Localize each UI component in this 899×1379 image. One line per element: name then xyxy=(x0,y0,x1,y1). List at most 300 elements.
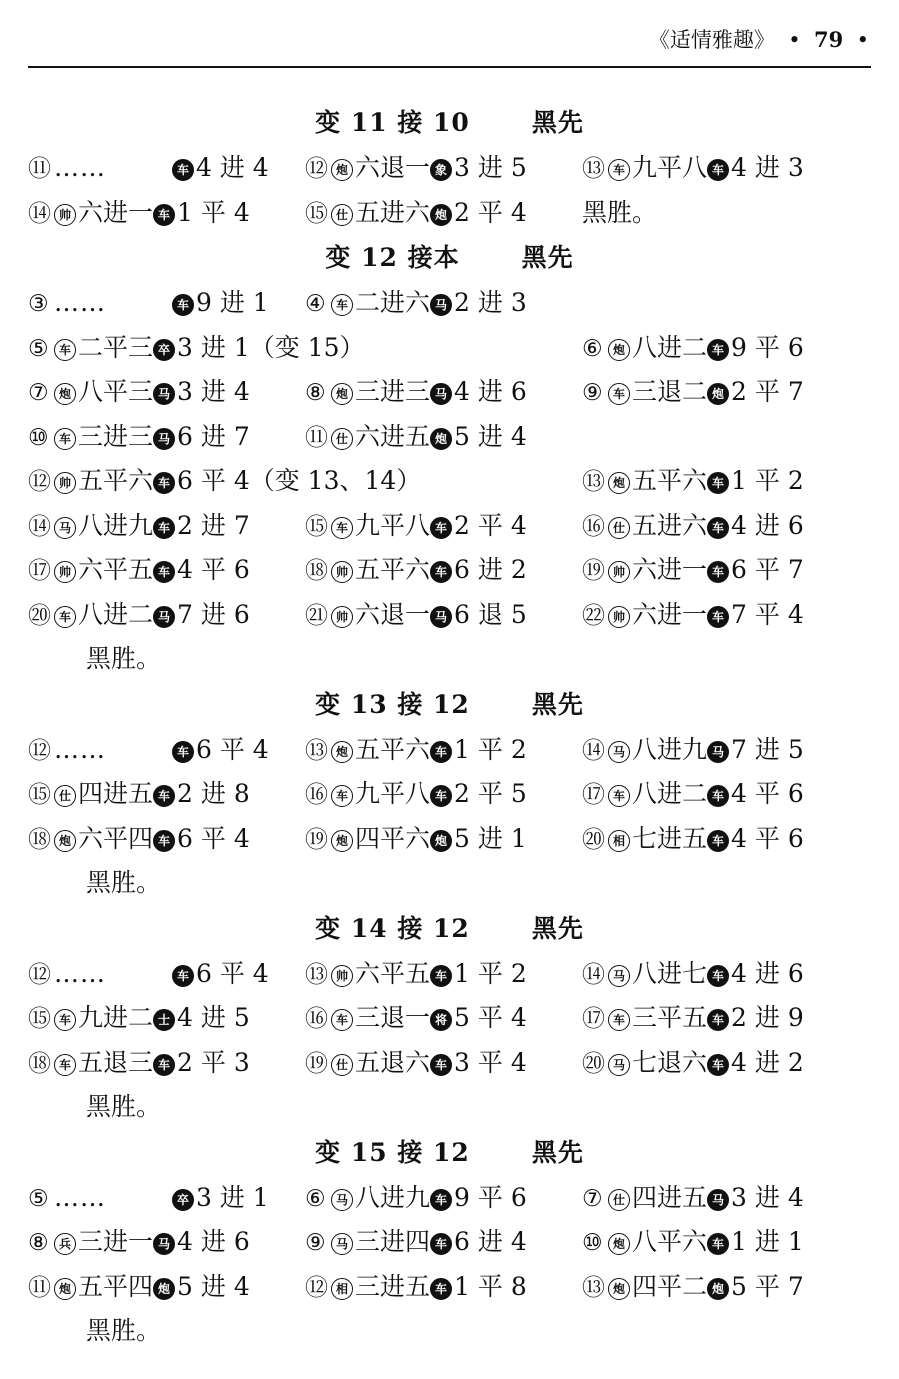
move-text: 5 进 4 xyxy=(177,1271,250,1301)
move-number: ⑯ xyxy=(305,1006,328,1032)
move-cell xyxy=(28,728,269,774)
piece-icon: 车 xyxy=(54,1054,76,1076)
move-text: 六平四 xyxy=(78,823,154,853)
move-cell xyxy=(305,370,527,416)
piece-icon: 车 xyxy=(430,1054,452,1076)
move-line xyxy=(28,415,871,460)
move-text: 五平六 xyxy=(355,555,431,584)
move-text: 5 平 7 xyxy=(731,1271,804,1301)
piece-icon: 炮 xyxy=(707,383,729,405)
piece-icon: 炮 xyxy=(331,383,353,405)
section-side-to-move: 黑先 xyxy=(531,108,584,137)
move-number: ⑩ xyxy=(582,1230,603,1256)
move-number: ⑰ xyxy=(582,1006,605,1032)
move-cell xyxy=(28,146,269,192)
piece-icon: 马 xyxy=(331,1189,353,1211)
move-text: 4 平 6 xyxy=(177,555,250,584)
move-cell xyxy=(305,593,527,639)
move-text: 2 进 8 xyxy=(177,779,250,808)
move-cell xyxy=(582,772,804,818)
move-number: ⑯ xyxy=(582,513,605,540)
piece-icon: 相 xyxy=(608,830,630,852)
move-cell xyxy=(28,1265,250,1311)
move-cell xyxy=(582,593,804,639)
move-number: ⑥ xyxy=(582,335,603,362)
move-cell xyxy=(582,952,804,998)
piece-icon: 帅 xyxy=(331,561,353,583)
piece-icon: 车 xyxy=(430,517,452,539)
move-line xyxy=(28,593,871,638)
move-cell xyxy=(305,1220,527,1266)
piece-icon: 车 xyxy=(331,785,353,807)
move-text: 五平六 xyxy=(632,466,708,495)
move-text: 八进二 xyxy=(78,599,154,629)
piece-icon: 车 xyxy=(172,159,194,181)
move-cell xyxy=(305,1265,527,1311)
move-text: 6 进 7 xyxy=(177,421,250,451)
move-number: ⑳ xyxy=(582,1050,605,1077)
move-text: 五退三 xyxy=(78,1047,154,1077)
piece-icon: 炮 xyxy=(608,472,630,494)
move-line xyxy=(28,281,871,326)
move-number: ⑧ xyxy=(305,380,326,406)
result-text: 黑胜。 xyxy=(86,868,162,897)
move-number: ⑪ xyxy=(28,156,51,182)
ellipsis: …… xyxy=(54,734,106,764)
move-text: 7 平 4 xyxy=(731,599,804,629)
move-text: 4 进 6 xyxy=(454,377,527,406)
move-cell xyxy=(28,772,250,818)
move-number: ⑫ xyxy=(305,1274,328,1301)
move-text: 6 平 7 xyxy=(731,555,804,584)
move-text: 九平八 xyxy=(632,153,708,182)
move-cell xyxy=(28,1041,250,1087)
piece-icon: 帅 xyxy=(54,561,76,583)
move-line xyxy=(28,772,871,817)
move-cell xyxy=(582,548,804,594)
move-text: 二平三 xyxy=(78,332,154,362)
move-number: ⑭ xyxy=(28,513,51,540)
move-number: ⑲ xyxy=(582,558,605,584)
move-text: 六进一 xyxy=(632,599,708,629)
move-line xyxy=(28,326,871,371)
piece-icon: 马 xyxy=(608,1054,630,1076)
piece-icon: 车 xyxy=(430,965,452,987)
piece-icon: 仕 xyxy=(608,517,630,539)
move-number: ⑭ xyxy=(28,200,51,227)
move-cell xyxy=(28,593,250,639)
piece-icon: 相 xyxy=(331,1278,353,1300)
move-line xyxy=(28,996,871,1041)
move-cell xyxy=(28,817,250,863)
piece-icon: 帅 xyxy=(54,204,76,226)
move-line xyxy=(28,1220,871,1265)
move-text: 9 进 1 xyxy=(196,288,269,317)
piece-icon: 士 xyxy=(153,1009,175,1031)
move-text: 6 进 2 xyxy=(454,555,527,584)
piece-icon: 将 xyxy=(430,1009,452,1031)
piece-icon: 炮 xyxy=(430,830,452,852)
move-line xyxy=(28,191,871,236)
piece-icon: 帅 xyxy=(331,606,353,628)
move-text: 2 进 3 xyxy=(454,288,527,317)
move-text: 黑胜。 xyxy=(582,197,658,227)
move-text: 四平六 xyxy=(355,823,431,853)
move-number: ㉑ xyxy=(305,602,328,629)
move-text: 1 平 2 xyxy=(454,734,527,764)
piece-icon: 炮 xyxy=(430,428,452,450)
move-text: 6 进 4 xyxy=(454,1227,527,1256)
section-title xyxy=(28,682,871,728)
move-text: 八进二 xyxy=(632,779,708,808)
section-variation-label: 变 11 接 10 xyxy=(315,108,470,137)
move-line xyxy=(28,728,871,773)
piece-icon: 车 xyxy=(608,159,630,181)
move-cell xyxy=(305,996,527,1042)
piece-icon: 车 xyxy=(54,1009,76,1031)
ellipsis: …… xyxy=(54,1182,106,1212)
move-number: ⑤ xyxy=(28,335,49,362)
move-cell xyxy=(305,1176,527,1222)
move-text: 九平八 xyxy=(355,779,431,808)
section-variation-label: 变 14 接 12 xyxy=(315,913,470,943)
move-line xyxy=(28,817,871,862)
piece-icon: 仕 xyxy=(608,1189,630,1211)
move-text: 九进二 xyxy=(78,1003,154,1032)
running-header xyxy=(649,24,869,56)
move-number: ⑬ xyxy=(305,961,328,988)
move-number: ⑱ xyxy=(28,826,51,853)
move-text: 六退一 xyxy=(355,599,431,629)
move-number: ⑬ xyxy=(305,737,328,764)
move-number: ⑰ xyxy=(582,782,605,808)
move-text: 5 平 4 xyxy=(454,1003,527,1032)
move-number: ⑰ xyxy=(28,558,51,584)
section-side-to-move: 黑先 xyxy=(531,689,584,719)
move-cell xyxy=(582,996,804,1042)
piece-icon: 马 xyxy=(331,1233,353,1255)
piece-icon: 马 xyxy=(608,965,630,987)
move-line xyxy=(28,370,871,415)
section-variation-label: 变 12 接本 xyxy=(325,243,460,272)
move-cell xyxy=(305,146,527,192)
piece-icon: 马 xyxy=(608,741,630,763)
move-text: 五进六 xyxy=(355,197,431,227)
move-cell xyxy=(582,370,804,416)
move-text: 五平六 xyxy=(78,466,154,495)
move-text: 9 平 6 xyxy=(731,332,804,362)
move-number: ⑫ xyxy=(305,156,328,182)
move-line xyxy=(28,1176,871,1221)
piece-icon: 卒 xyxy=(172,1189,194,1211)
move-number: ④ xyxy=(305,291,326,317)
piece-icon: 马 xyxy=(153,606,175,628)
move-number: ⑳ xyxy=(582,826,605,853)
move-text: 4 平 6 xyxy=(731,823,804,853)
move-cell xyxy=(582,326,804,372)
move-text: 四平二 xyxy=(632,1271,708,1301)
move-cell xyxy=(28,415,250,461)
piece-icon: 车 xyxy=(172,741,194,763)
move-number: ⑱ xyxy=(28,1050,51,1077)
piece-icon: 车 xyxy=(153,830,175,852)
move-text: 2 平 5 xyxy=(454,779,527,808)
move-number: ⑫ xyxy=(28,469,51,495)
move-cell xyxy=(305,772,527,818)
piece-icon: 卒 xyxy=(153,339,175,361)
move-number: ⑪ xyxy=(28,1274,51,1301)
piece-icon: 车 xyxy=(707,830,729,852)
piece-icon: 车 xyxy=(153,472,175,494)
piece-icon: 马 xyxy=(153,428,175,450)
section-variation-label: 变 15 接 12 xyxy=(315,1137,470,1167)
move-cell xyxy=(28,952,269,998)
piece-icon: 车 xyxy=(430,561,452,583)
move-text: 六退一 xyxy=(355,153,431,182)
move-text: 6 平 4 xyxy=(196,734,269,764)
piece-icon: 帅 xyxy=(331,965,353,987)
piece-icon: 炮 xyxy=(331,830,353,852)
move-text: 2 平 4 xyxy=(454,510,527,540)
header-dot: • xyxy=(781,28,808,52)
move-number: ⑮ xyxy=(28,782,51,808)
move-text: 七进五 xyxy=(632,823,708,853)
piece-icon: 车 xyxy=(707,472,729,494)
section-title xyxy=(28,235,871,281)
piece-icon: 车 xyxy=(54,428,76,450)
move-cell xyxy=(28,1220,250,1266)
piece-icon: 车 xyxy=(707,517,729,539)
move-text: 2 平 7 xyxy=(731,377,804,406)
piece-icon: 帅 xyxy=(54,472,76,494)
move-line xyxy=(28,1041,871,1086)
piece-icon: 兵 xyxy=(54,1233,76,1255)
move-cell xyxy=(582,504,804,550)
move-cell xyxy=(582,1041,804,1087)
move-text: 4 平 6 xyxy=(731,779,804,808)
piece-icon: 马 xyxy=(430,294,452,316)
move-cell xyxy=(582,1176,804,1222)
move-text: 4 进 4 xyxy=(196,153,269,182)
move-number: ⑥ xyxy=(305,1185,326,1212)
piece-icon: 车 xyxy=(707,159,729,181)
section-side-to-move: 黑先 xyxy=(531,1137,584,1167)
move-text: 6 平 4 xyxy=(196,958,269,988)
move-number: ⑱ xyxy=(305,558,328,584)
move-text: 五进六 xyxy=(632,510,708,540)
section-side-to-move: 黑先 xyxy=(521,243,574,272)
move-number: ⑩ xyxy=(28,424,49,451)
move-text: 三进四 xyxy=(355,1227,431,1256)
move-text: 九平八 xyxy=(355,510,431,540)
piece-icon: 仕 xyxy=(331,428,353,450)
move-cell xyxy=(28,370,250,416)
move-text: 六进一 xyxy=(78,197,154,227)
section-variation-label: 变 13 接 12 xyxy=(315,689,470,719)
piece-icon: 车 xyxy=(608,785,630,807)
result-text: 黑胜。 xyxy=(86,1316,162,1345)
piece-icon: 仕 xyxy=(331,1054,353,1076)
move-text: 4 进 6 xyxy=(177,1227,250,1256)
move-number: ⑨ xyxy=(582,380,603,406)
piece-icon: 车 xyxy=(608,383,630,405)
move-text: 4 进 6 xyxy=(731,510,804,540)
move-number: ⑯ xyxy=(305,782,328,808)
move-text: 2 进 7 xyxy=(177,510,250,540)
move-cell xyxy=(28,281,269,327)
piece-icon: 车 xyxy=(707,965,729,987)
piece-icon: 炮 xyxy=(54,1278,76,1300)
piece-icon: 车 xyxy=(153,517,175,539)
move-number: ⑭ xyxy=(582,961,605,988)
piece-icon: 仕 xyxy=(54,785,76,807)
move-text: 6 平 4（变 13、14） xyxy=(177,466,422,495)
move-text: 五平四 xyxy=(78,1271,154,1301)
move-text: 五退六 xyxy=(355,1047,431,1077)
move-line xyxy=(28,548,871,593)
section-title xyxy=(28,100,871,146)
move-text: 2 进 9 xyxy=(731,1003,804,1032)
piece-icon: 马 xyxy=(430,383,452,405)
move-text: 八平三 xyxy=(78,377,154,406)
piece-icon: 炮 xyxy=(608,1278,630,1300)
header-dot: • xyxy=(849,28,869,52)
move-cell xyxy=(582,459,804,505)
move-cell xyxy=(305,191,527,237)
move-cell xyxy=(582,817,804,863)
move-number: ⑨ xyxy=(305,1230,326,1256)
piece-icon: 车 xyxy=(430,1189,452,1211)
piece-icon: 炮 xyxy=(608,339,630,361)
move-cell xyxy=(582,191,657,236)
piece-icon: 车 xyxy=(707,1009,729,1031)
move-text: 7 进 5 xyxy=(731,734,804,764)
piece-icon: 仕 xyxy=(331,204,353,226)
move-cell xyxy=(305,504,527,550)
move-text: 1 进 1 xyxy=(731,1227,804,1256)
piece-icon: 炮 xyxy=(54,383,76,405)
piece-icon: 车 xyxy=(153,561,175,583)
piece-icon: 车 xyxy=(430,1278,452,1300)
move-cell xyxy=(582,146,804,192)
move-text: 2 平 3 xyxy=(177,1047,250,1077)
section-title xyxy=(28,906,871,952)
move-text: 六进一 xyxy=(632,555,708,584)
move-text: 三进三 xyxy=(78,421,154,451)
piece-icon: 马 xyxy=(707,1189,729,1211)
move-text: 1 平 2 xyxy=(454,958,527,988)
piece-icon: 车 xyxy=(331,517,353,539)
move-cell xyxy=(305,952,527,998)
move-cell xyxy=(305,817,527,863)
section-side-to-move: 黑先 xyxy=(531,913,584,943)
move-text: 八进二 xyxy=(632,332,708,362)
piece-icon: 马 xyxy=(54,517,76,539)
move-line xyxy=(28,952,871,997)
header-rule xyxy=(28,66,871,68)
move-text: 5 进 4 xyxy=(454,421,527,451)
move-line xyxy=(28,146,871,191)
piece-icon: 车 xyxy=(153,785,175,807)
move-text: 三进五 xyxy=(355,1271,431,1301)
move-text: 7 进 6 xyxy=(177,599,250,629)
move-text: 八平六 xyxy=(632,1227,708,1256)
move-text: 八进九 xyxy=(632,734,708,764)
move-number: ㉒ xyxy=(582,602,605,629)
move-number: ⑧ xyxy=(28,1230,49,1256)
move-line xyxy=(28,1265,871,1310)
piece-icon: 炮 xyxy=(608,1233,630,1255)
move-number: ⑬ xyxy=(582,1274,605,1301)
ellipsis: …… xyxy=(54,958,106,988)
move-number: ⑦ xyxy=(582,1185,603,1212)
move-text: 八进七 xyxy=(632,958,708,988)
piece-icon: 车 xyxy=(331,294,353,316)
move-text: 2 平 4 xyxy=(454,197,527,227)
move-number: ⑲ xyxy=(305,1050,328,1077)
move-text: 三进一 xyxy=(78,1227,154,1256)
move-text: 3 平 4 xyxy=(454,1047,527,1077)
move-number: ⑮ xyxy=(305,513,328,540)
move-cell xyxy=(305,548,527,594)
piece-icon: 车 xyxy=(153,204,175,226)
move-number: ⑳ xyxy=(28,602,51,629)
move-number: ⑦ xyxy=(28,380,49,406)
move-text: 七退六 xyxy=(632,1047,708,1077)
move-text: 5 进 1 xyxy=(454,823,527,853)
move-number: ⑬ xyxy=(582,156,605,182)
book-title: 《适情雅趣》 xyxy=(648,28,775,52)
piece-icon: 车 xyxy=(54,339,76,361)
move-text: 9 平 6 xyxy=(454,1182,527,1212)
move-cell xyxy=(305,728,527,774)
move-line xyxy=(28,504,871,549)
move-text: 五平六 xyxy=(355,734,431,764)
piece-icon: 车 xyxy=(54,606,76,628)
move-text: 三平五 xyxy=(632,1003,708,1032)
move-cell xyxy=(28,996,250,1042)
piece-icon: 马 xyxy=(707,741,729,763)
move-text: 二进六 xyxy=(355,288,431,317)
move-number: ⑫ xyxy=(28,737,51,764)
piece-icon: 帅 xyxy=(608,561,630,583)
piece-icon: 象 xyxy=(430,159,452,181)
move-cell xyxy=(28,1176,269,1222)
move-text: 3 进 4 xyxy=(731,1182,804,1212)
piece-icon: 车 xyxy=(608,1009,630,1031)
piece-icon: 车 xyxy=(331,1009,353,1031)
move-number: ⑮ xyxy=(305,200,328,227)
piece-icon: 车 xyxy=(430,1233,452,1255)
piece-icon: 车 xyxy=(707,339,729,361)
move-text: 四进五 xyxy=(632,1182,708,1212)
move-text: 4 进 3 xyxy=(731,153,804,182)
piece-icon: 车 xyxy=(430,741,452,763)
page-number: 79 xyxy=(814,27,844,52)
move-number: ⑪ xyxy=(305,424,328,451)
move-text: 3 进 1 xyxy=(196,1182,269,1212)
move-number: ⑮ xyxy=(28,1006,51,1032)
move-cell xyxy=(582,1265,804,1311)
move-number: ⑬ xyxy=(582,469,605,495)
move-cell xyxy=(305,1041,527,1087)
move-line xyxy=(28,459,871,504)
piece-icon: 车 xyxy=(707,1233,729,1255)
move-cell xyxy=(582,728,804,774)
piece-icon: 车 xyxy=(707,1054,729,1076)
move-number: ⑭ xyxy=(582,737,605,764)
move-cell xyxy=(28,326,364,372)
